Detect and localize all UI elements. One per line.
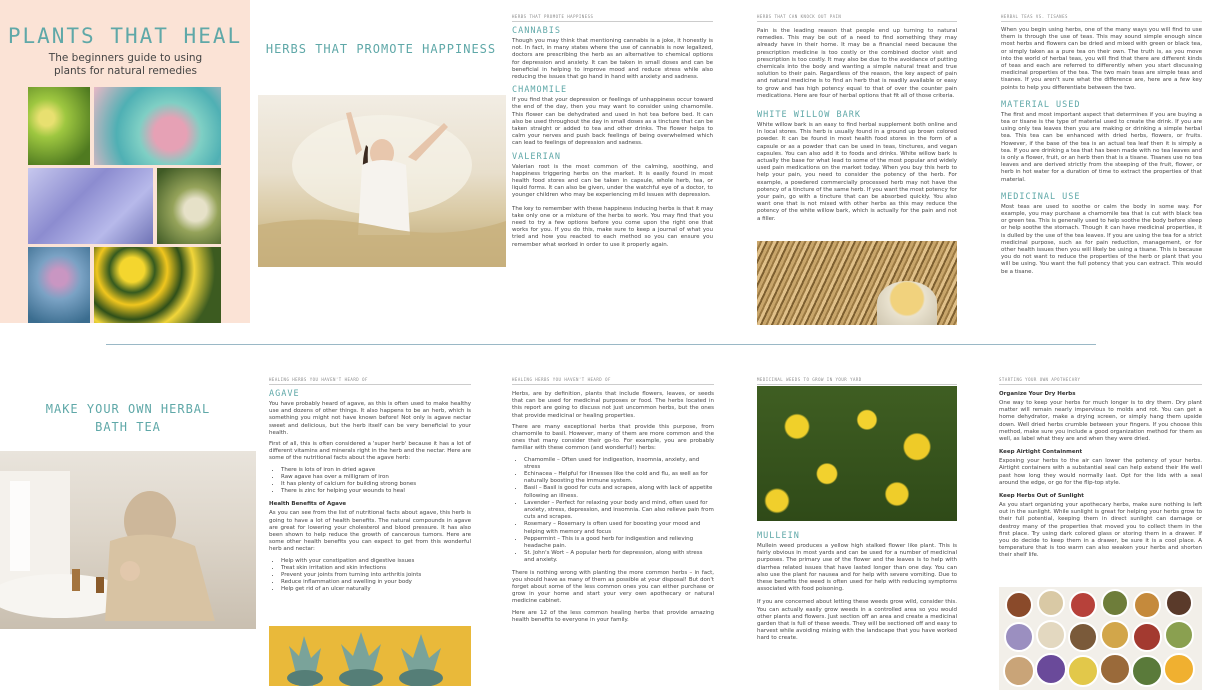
section-title-agave: AGAVE (269, 389, 300, 399)
section-title-material: MATERIAL USED (1001, 99, 1081, 110)
section-title-medicinal: MEDICINAL USE (1001, 191, 1081, 202)
herbs-intro-text: Herbs, are by definition, plants that include flowers, leaves, or seeds that can be used for medicinal purposes or food. The herbs located in this report are going to discuss not just uncommon herbs, but the ones that provide medicinal or healing properties. (512, 391, 714, 419)
section-title-cannabis: CANNABIS (512, 26, 561, 36)
herbs-intro-text-2: There are many exceptional herbs that provide this purpose, from chamomile to basil. However, many of them are more common and the ones that many consider their go-to. For example, you are probably familiar with these common (and wonderful!) herbs: (512, 423, 714, 452)
cover-title: PLANTS THAT HEAL (7, 24, 243, 48)
airtight-heading: Keep Airtight Containment (999, 449, 1083, 456)
material-text: The first and most important aspect that determines if you are buying a tea or tisane is the type of material used to create the drink. If you are using only tea leaves then you are making or drinking a simple herbal tea. This tea can be enhanced with dried herbs, flowers, or fruits. However, if the base of the tea is an actual tea leaf then it is simply a tea. If you are drinking a tea that has been made with no tea leaves and is only a flower, fruit, or an herb then that is a tisane. Tisanes use no tea leaves and are derived strictly from the steeping of the fruit, flower, or herb in hot water for a duration of time to extract the properties of that material. (1001, 111, 1202, 183)
succulent-icon (269, 626, 471, 686)
tea-page (1001, 14, 1202, 280)
page-runner: HEALING HERBS YOU HAVEN'T HEARD OF (512, 377, 714, 385)
page-runner: MEDICINAL WEEDS TO GROW IN YOUR YARD (757, 377, 957, 385)
photo-succulent (94, 87, 221, 165)
list-item: • Chamomile – Often used for indigestion, insomnia, anxiety, and stress (524, 457, 714, 471)
page-runner: STARTING YOUR OWN APOTHECARY (999, 377, 1202, 385)
medicinal-text: Most teas are used to soothe or calm the body in some way. For example, you may purchase a chamomile tea that is cut with black tea or green tea. This is generally used to help soothe the body before sleep or help soothe the stomach. Though it can have medicinal properties, it is dulled by the use of the tea leaves. If you are using the tea for a strict medicinal purpose, such as for pain reduction, management, or for other health issues then you will likely be using a tisane. This is because you do not want to reduce the properties of the herb or plant that you will be using. You want the full potency that you can extract. This would be a tisane. (1001, 203, 1202, 275)
photo-bath-tea (0, 451, 256, 629)
herbs-closing-text: There is nothing wrong with planting the more common herbs – in fact, you should have as many of them as possible at your disposal! But don't forget about some of the less common ones you can either purchase or grow in your home and start your very own apothecary or natural medicine cabinet. (512, 569, 714, 605)
apothecary-page (999, 377, 1202, 564)
chamomile-text: If you find that your depression or feelings of unhappiness occur toward the end of the day, then you may want to consider using chamomile. This flower can be dehydrated and used in hot tea before bed. It can also be used throughout the day in small doses as a tincture that can be taken straight or added to tea and other drinks. The flower helps to calm your nerves and push back feelings of being overwhelmed which can lead to feelings of depression and sadness. (512, 97, 713, 147)
mullein-text-block (757, 527, 957, 647)
cover-subtitle: The beginners guide to using plants for natural remedies (48, 52, 203, 77)
valerian-text: Valerian root is the most common of the calming, soothing, and happiness triggering herbs on the market. It is easily found in most health food stores and can be taken in capsule, whole herb, tea, or liquid forms. It can also be given, under the watchful eye of a doctor, to younger children who may be experiencing mild issues with depression. (512, 163, 713, 199)
woman-figure-icon (258, 95, 506, 267)
happiness-page (256, 0, 506, 323)
list-item: • Help get rid of an ulcer naturally (281, 586, 471, 593)
happiness-heading: HERBS THAT PROMOTE HAPPINESS (265, 42, 497, 56)
willow-text: White willow bark is an easy to find herbal supplement both online and in local stores. This herb is usually found in a ground up brown colored powder. It can be found in most health food stores in the form of a capsule or as a powder that can be used in teas, tinctures, and vegan capsules. You can also add it to foods and drinks. White willow bark is actually the base for what lead to some of the most popular and widely used pain medications on the market today. When you buy this herb to help your pain, you need to consider the potency of the herb. For example, a powdered commercially processed herb may not have the potency of a tincture of the same herb. If you want the most potency for your pain, go with a tincture that can be absorbed quickly. You also want one that is not mixed with other herbs as this may reduce the potency of the white willow bark, which is actually for the pain and not a filler. (757, 122, 958, 222)
list-item: • Peppermint – This is a good herb for indigestion and relieving headache pain. (524, 536, 714, 550)
photo-agave-succulents (269, 626, 471, 686)
happiness-text-page (512, 14, 713, 253)
section-title-valerian: VALERIAN (512, 151, 561, 162)
page-runner: HEALING HERBS YOU HAVEN'T HEARD OF (269, 377, 471, 385)
cover-page (0, 0, 250, 323)
list-item: • St. John's Wort – A popular herb for depression, along with stress and anxiety. (524, 550, 714, 564)
common-herbs-list (512, 457, 714, 565)
sunlight-heading: Keep Herbs Out of Sunlight (999, 493, 1084, 500)
list-item: • It has plenty of calcium for building strong bones (281, 481, 471, 488)
list-item: • Echinacea – Helpful for illnesses like the cold and flu, as well as for naturally boosting the immune system. (524, 471, 714, 485)
bath-tea-page (0, 360, 256, 630)
agave-text-2: First of all, this is often considered a 'super herb' because it has a lot of different vitamins and minerals right in the herb and the nectar. Here are some of the nutritional facts about the agave herb: (269, 441, 471, 462)
photo-lavender (28, 168, 153, 244)
airtight-text: Exposing your herbs to the air can lower the potency of your herbs. Airtight containers with a substantial seal can help extend their life well past how long they would normally last. Opt for the lids with a seal around the edge, or go for the flip-top style. (999, 458, 1202, 486)
agave-facts-list (269, 467, 471, 496)
photo-woman-field (258, 95, 506, 267)
page-runner: HERBS THAT PROMOTE HAPPINESS (512, 14, 713, 22)
row-divider (106, 344, 1096, 345)
list-item: • Reduce inflammation and swelling in your body (281, 579, 471, 586)
pain-page (757, 14, 957, 227)
section-title-mullein: MULLEIN (757, 531, 800, 541)
organize-text: One way to keep your herbs for much longer is to dry them. Dry plant matter will remain nearly impervious to molds and rot. You can get a home dehydrator, make a drying screen, or simply hang them upside down. Well dried herbs crumble between your fingers. If you choose this method, make sure you include a good organization method for them as well, as label what they are and when they were dried. (999, 400, 1202, 443)
herb-bowls-icon (999, 587, 1202, 690)
photo-thistle (28, 247, 90, 323)
list-item: • There is zinc for helping your wounds to heal (281, 488, 471, 495)
list-item: • There is lots of iron in dried agave (281, 467, 471, 474)
photo-herb-bowls (999, 587, 1202, 690)
agave-benefits-list (269, 558, 471, 594)
benefits-heading: Health Benefits of Agave (269, 501, 347, 508)
photo-green-plant (28, 87, 90, 165)
photo-cactus (157, 168, 221, 244)
page-runner: HERBS THAT CAN KNOCK OUT PAIN (757, 14, 957, 22)
pain-intro-text: Pain is the leading reason that people end up turning to natural remedies. This may be out of a need to find something they may already have in their home. It may be a financial need because the prescription medicine is too costly or the combined doctor visit and prescription is too costly. It may also be due to the avoidance of putting chemicals into the body and wanting a simple natural treat and true solution to their pain. Regardless of the reason, the key aspect of pain and natural medicine is to find an herb that is readily available or easy to grow and has high potency equal to that of over the counter pain medications. Here are four of herbal options that fit all of those criteria. (757, 28, 957, 99)
herbs-closing-text-2: Here are 12 of the less common healing herbs that provide amazing health benefits to everyone in your family. (512, 609, 714, 623)
mullein-text-2: If you are concerned about letting these weeds grow wild, consider this. You can actually easily grow weeds in a controlled area so you would other plants and flowers. Just section off an area and create a medicinal garden that is full of these weeds. They will be sectioned off and easy to harvest while avoiding mixing with the landscape that you have worked hard to create. (757, 599, 957, 642)
list-item: • Basil – Basil is good for cuts and scrapes, along with lack of appetite following an illness. (524, 485, 714, 499)
organize-heading: Organize Your Dry Herbs (999, 391, 1076, 397)
common-herbs-page (512, 377, 714, 628)
list-item: • Help with your constipation and digestive issues (281, 558, 471, 565)
mullein-page (757, 377, 957, 385)
agave-text: You have probably heard of agave, as this is often used to make healthy use and dozens of other things. It also happens to be an herb, which is something you might not have known before! Not only is agave nectar sweet and delicious, but the herb itself can be very beneficial to your health. (269, 401, 471, 436)
tea-cup-icon (877, 281, 937, 325)
section-title-willow: WHITE WILLOW BARK (757, 110, 861, 121)
benefits-text: As you can see from the list of nutritional facts about agave, this herb is going to have a lot of health benefits. The natural compounds in agave are great for lowering your cholesterol and blood pressure. It has also been shown to help reduce the growth of cancerous tumors. Here are some other health benefits you can expect to get from this wonderful herb and nectar: (269, 510, 471, 553)
sunlight-text: As you start organizing your apothecary herbs, make sure nothing is left out in the sunlight. While sunlight is great for helping your herbs grow to their full potential, keeping them in direct sunlight can damage or destroy many of the properties that moved you to collect them in the first place. Try using dark colored glass or storing them in a drawer. If you do decide to keep them in a drawer, be sure it is a cool place. A temperature that is too warm can also weaken your herbs and shorten their shelf life. (999, 502, 1202, 559)
list-item: • Treat skin irritation and skin infections (281, 565, 471, 572)
agave-page (269, 377, 471, 599)
happiness-closing-text: The key to remember with these happiness inducing herbs is that it may take only one or a mixture of the herbs to work. You may find that you need to try a few options before you come upon the right one that works for you. If you do this, make sure to keep a journal of what you tried and how you reacted to each method so you can ensure you remember what worked in order to use it properly again. (512, 205, 713, 248)
photo-mullein (757, 386, 957, 521)
mullein-text: Mullein weed produces a yellow high stalked flower like plant. This is fairly obvious in most yards and can be used for a number of medicinal purposes. The primary use of the flower and the leaves is to help with diarrhea related issues that have lasted longer than one day. You can also use the plant for nausea and for help with severe vomiting. Due to these benefits the weed is often used for help with reducing symptoms associated with food poisoning. (757, 543, 957, 593)
list-item: • Rosemary – Rosemary is often used for boosting your mood and helping with memory and focus (524, 521, 714, 535)
tea-intro-text: When you begin using herbs, one of the many ways you will find to use them is through the use of teas. This may sound simple enough since most herbs and flowers can be dried and mixed with green or black tea, or simply taken as a pure tea on their own. The truth is, as you move into the world of herbal teas, you will find that there are different kinds of teas and each are referred to differently when you start discussing medicinal properties of the tea. The two main teas are simple teas and tisanes. If you aren't sure what the difference are, here are a few key points to help you differentiate between the two. (1001, 27, 1202, 91)
list-item: • Prevent your joints from turning into arthritis joints (281, 572, 471, 579)
cannabis-text: Though you may think that mentioning cannabis is a joke, it honestly is not. In fact, in many states where the use of cannabis is now legalized, doctors are prescribing the herb as an alternative to chemical options for depression and anxiety. It can be taken in small doses and can be beneficial in helping to improve mood and reduce stress while also reducing the issues that go hand in hand with anxiety and sadness. (512, 38, 713, 81)
list-item: • Raw agave has over a milligram of iron (281, 474, 471, 481)
list-item: • Lavender – Perfect for relaxing your body and mind, often used for anxiety, stress, depression, and insomnia. Can also relieve pain from cuts and scrapes. (524, 500, 714, 522)
bath-scene-icon (0, 451, 256, 629)
page-runner: HERBAL TEAS VS. TISANES (1001, 14, 1202, 22)
section-title-chamomile: CHAMOMILE (512, 85, 568, 96)
photo-willow-bark (757, 241, 957, 325)
photo-yellow-flowers (94, 247, 221, 323)
bath-tea-heading: MAKE YOUR OWN HERBAL BATH TEA (45, 402, 211, 434)
